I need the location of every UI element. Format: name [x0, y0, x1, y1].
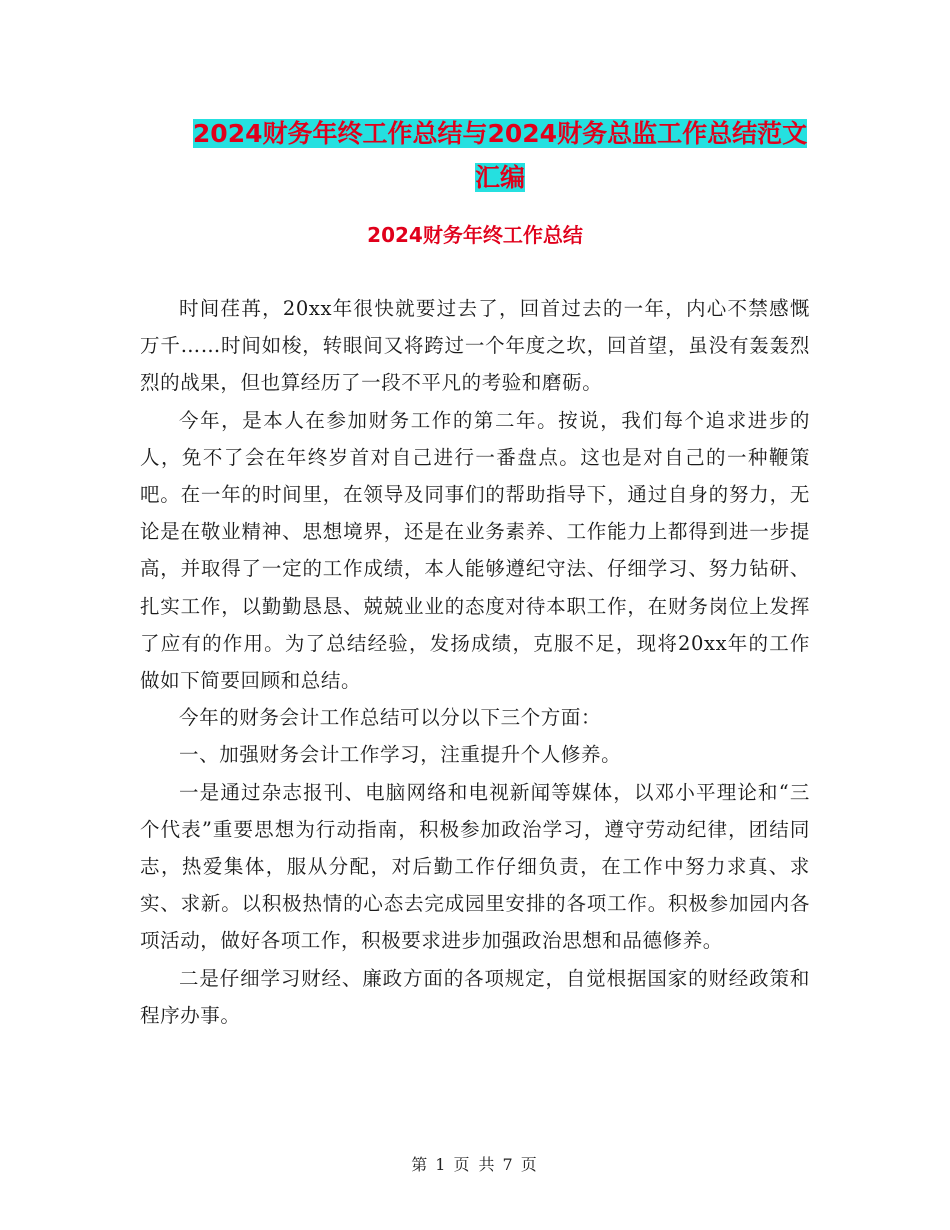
footer-prefix: 第 — [411, 1155, 430, 1174]
paragraph: 一是通过杂志报刊、电脑网络和电视新闻等媒体，以邓小平理论和“三个代表”重要思想为行动指南，积极参加政治学习，遵守劳动纪律，团结同志，热爱集体，服从分配，对后勤工作仔细负责，在工作中努力求真、求实、求新。以积极热情的心态去完成园里安排的各项工作。积极参加园内各项活动，做好各项工作，积极要求进步加强政治思想和品德修养。 — [140, 780, 810, 953]
footer-suffix: 页 — [520, 1155, 539, 1174]
section-title: 2024财务年终工作总结 — [367, 223, 583, 247]
footer-middle: 页 共 — [453, 1155, 497, 1174]
paragraph: 今年，是本人在参加财务工作的第二年。按说，我们每个追求进步的人，免不了会在年终岁首对自己进行一番盘点。这也是对自己的一种鞭策吧。在一年的时间里，在领导及同事们的帮助指导下，通过自身的努力，无论是在敬业精神、思想境界，还是在业务素养、工作能力上都得到进一步提高，并取得了一定的工作成绩，本人能够遵纪守法、仔细学习、努力钻研、扎实工作，以勤勤恳恳、兢兢业业的态度对待本职工作，在财务岗位上发挥了应有的作用。为了总结经验，发扬成绩，克服不足，现将20xx年的工作做如下简要回顾和总结。 — [140, 408, 810, 693]
page-total: 7 — [502, 1155, 515, 1174]
page-footer — [0, 1153, 950, 1177]
document-title — [140, 112, 860, 200]
paragraph: 一、加强财务会计工作学习，注重提升个人修养。 — [179, 743, 622, 767]
page-number: 1 — [435, 1155, 448, 1174]
body-text — [140, 290, 810, 1034]
paragraph: 今年的财务会计工作总结可以分以下三个方面： — [179, 706, 602, 730]
paragraph: 时间荏苒，20xx年很快就要过去了，回首过去的一年，内心不禁感慨万千……时间如梭，转眼间又将跨过一个年度之坎，回首望，虽没有轰轰烈烈的战果，但也算经历了一段不平凡的考验和磨砺。 — [140, 297, 810, 395]
document-title-line1: 2024财务年终工作总结与2024财务总监工作总结范文 — [192, 119, 808, 148]
paragraph: 二是仔细学习财经、廉政方面的各项规定，自觉根据国家的财经政策和程序办事。 — [140, 966, 810, 1027]
document-title-line2: 汇编 — [474, 163, 525, 192]
